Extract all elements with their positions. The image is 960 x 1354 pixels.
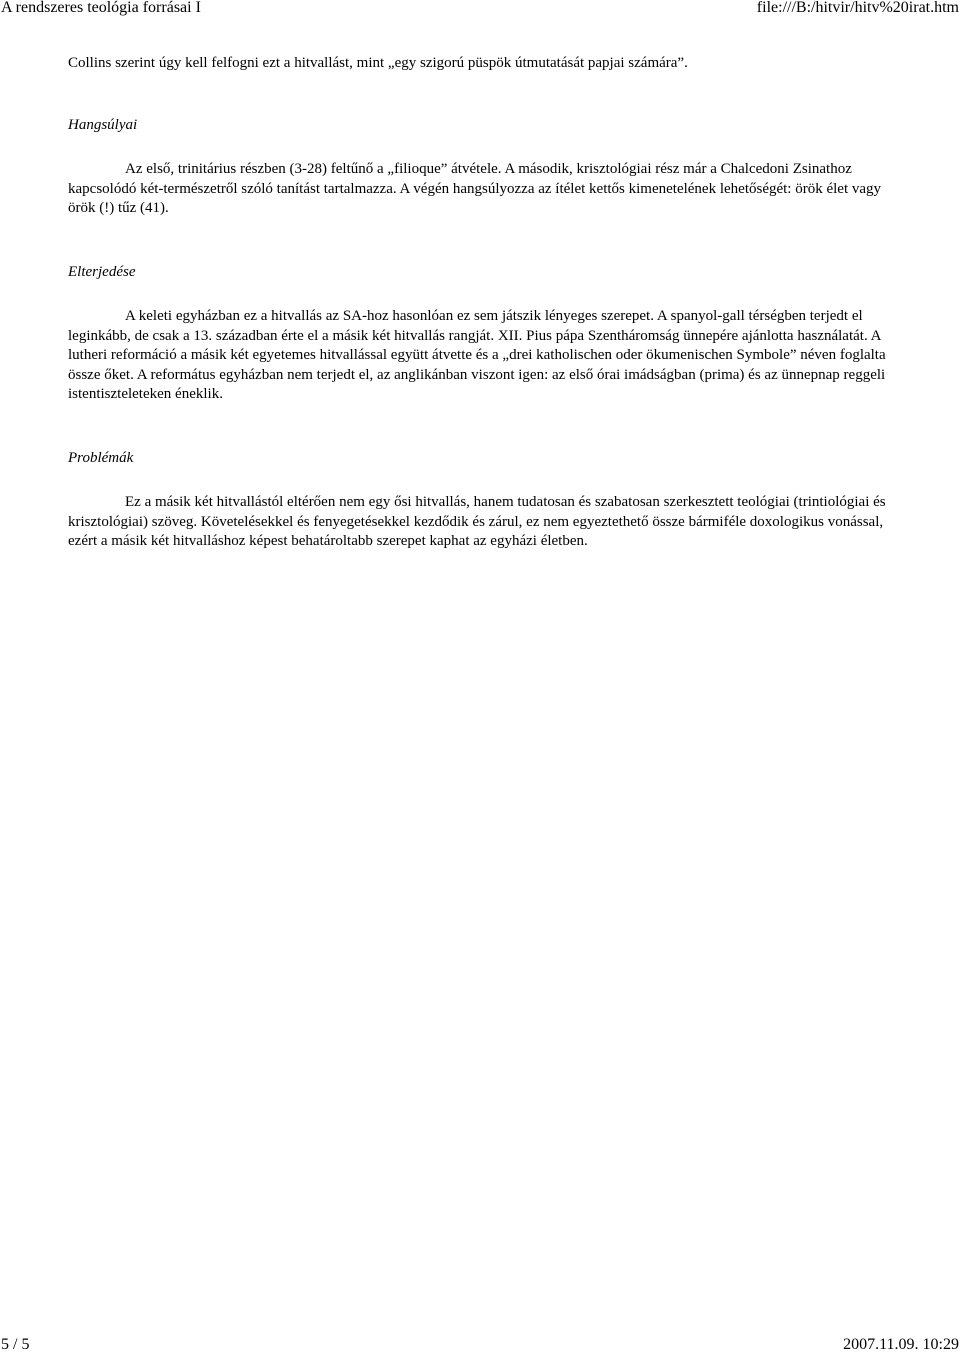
page-url: file:///B:/hitvir/hitv%20irat.htm [756,0,959,16]
page-number: 5 / 5 [1,1336,30,1353]
section-text-problemak: Ez a másik két hitvallástól eltérően nem egy ősi hitvallás, hanem tudatosan és szabatosan szerkesztett teológiai (trintiológiai és krisztológiai) szöveg. Követelésekkel és fenyegetésekkel kezdődik és zárul, ez nem egyeztethető össze bármiféle doxologikus vonással, ezért a másik két hitvalláshoz képest behatároltabb szerepet kaphat az egyházi életben. [68,494,886,549]
page-title: A rendszeres teológia forrásai I [1,0,201,16]
section-text-elterjedese: A keleti egyházban ez a hitvallás az SA-hoz hasonlóan ez sem játszik lényeges szerepet. A spanyol-gall térségben terjedt el leginkább, de csak a 13. században érte el a másik két hitvallás rangját. XII. Pius pápa Szentháromság ünnepére ajánlotta használatát. A lutheri reformáció a másik két egyetemes hitvallással együtt átvette és a „drei katholischen oder ökumenischen Symbole” néven foglalta össze őket. A református egyházban nem terjedt el, az anglikánban viszont igen: az első órai imádságban (prima) és az ünnepnap reggeli istentiszteleteken éneklik. [68,308,886,402]
document-body [68,54,898,596]
section-heading-elterjedese: Elterjedése [68,263,136,280]
print-header [0,0,960,22]
print-footer [0,1337,960,1354]
print-datetime: 2007.11.09. 10:29 [843,1336,959,1353]
section-text-hangsulyai: Az első, trinitárius részben (3-28) feltűnő a „filioque” átvétele. A második, krisztológiai rész már a Chalcedoni Zsinathoz kapcsolódó két-természetről szóló tanítást tartalmazza. A végén hangsúlyozza az ítélet kettős kimenetelének lehetőségét: örök élet vagy örök (!) tűz (41). [68,161,882,216]
section-heading-hangsulyai: Hangsúlyai [68,116,138,133]
intro-paragraph: Collins szerint úgy kell felfogni ezt a hitvallást, mint „egy szigorú püspök útmutatását papjai számára”. [68,55,688,71]
section-heading-problemak: Problémák [68,449,134,466]
